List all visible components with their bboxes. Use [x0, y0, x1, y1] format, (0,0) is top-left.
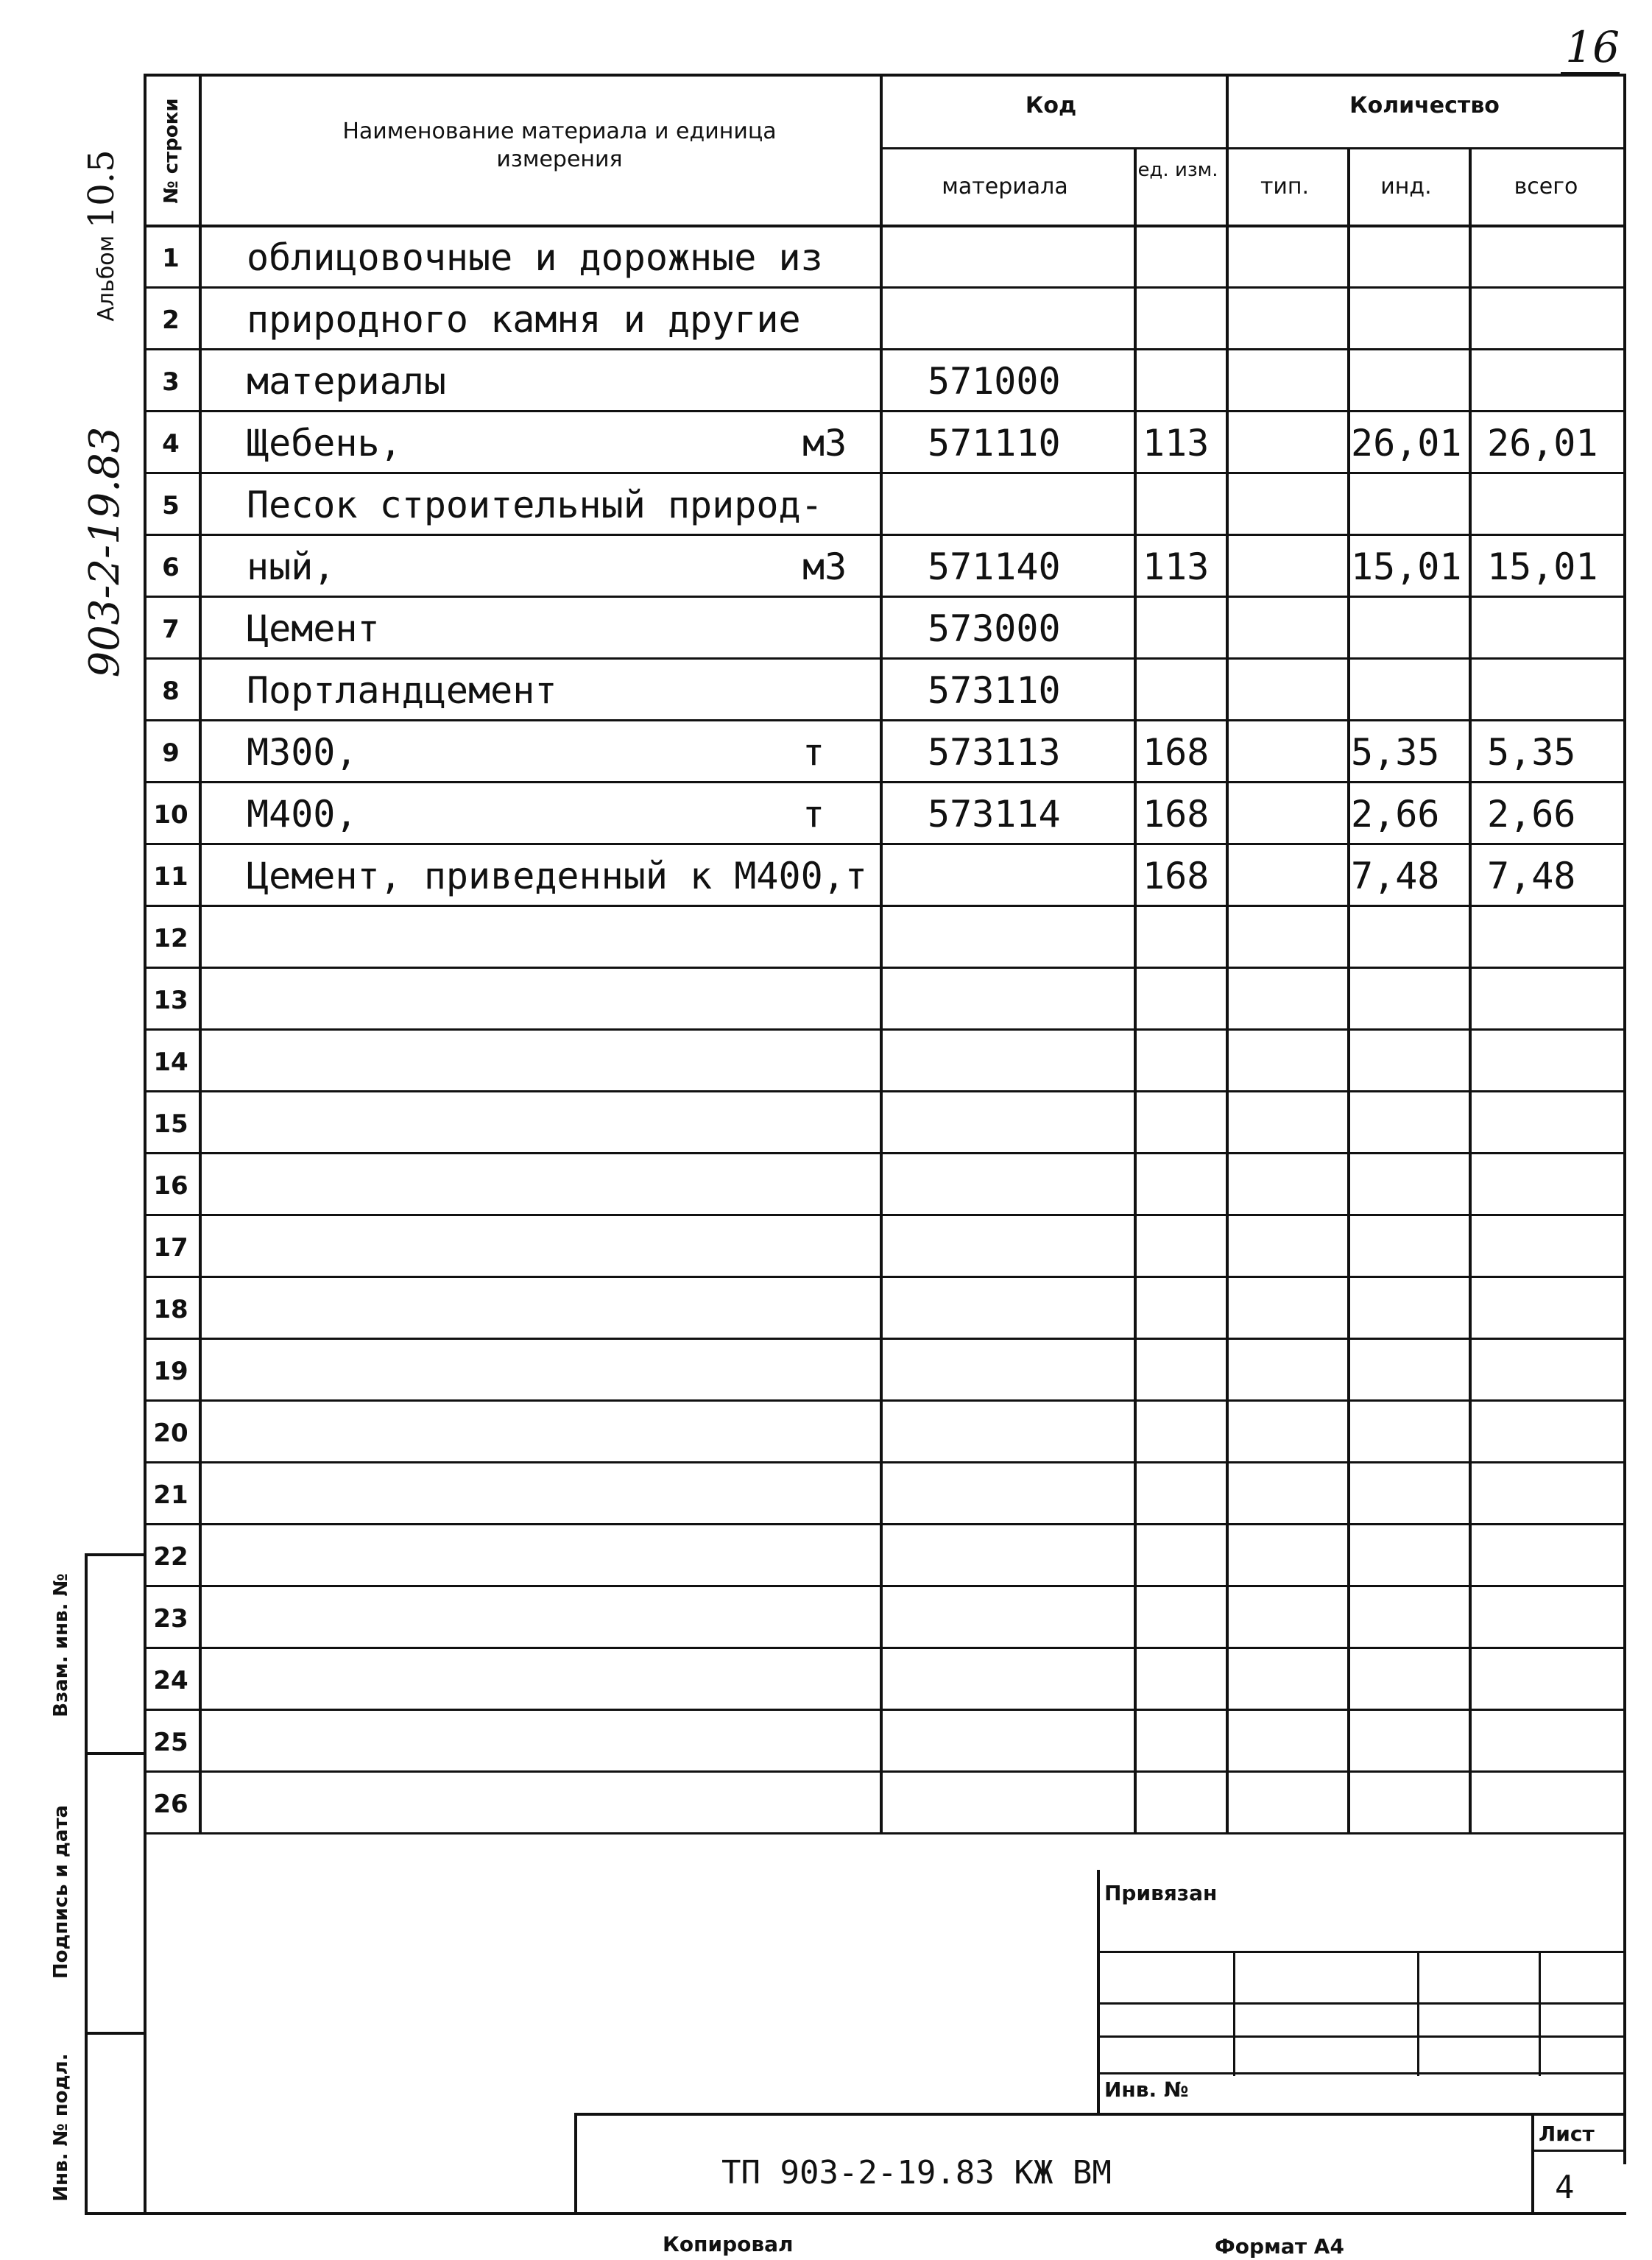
row-line: [144, 596, 1623, 598]
album-label-text: Альбом: [93, 235, 119, 322]
header-qty-typ: тип.: [1260, 174, 1310, 199]
row-cell-name: ный,: [247, 545, 336, 588]
row-number: 8: [162, 677, 180, 706]
row-line: [144, 1461, 1623, 1463]
row-number: 24: [153, 1666, 188, 1695]
column-line: [199, 74, 202, 1832]
margin-bottom: [85, 2212, 144, 2215]
row-cell-name: Песок строительный природ-: [247, 484, 823, 526]
row-cell-name: Портландцемент: [247, 669, 557, 712]
footer-format: Формат А4: [1215, 2234, 1344, 2259]
header-code-unit: ед. изм.: [1137, 159, 1218, 181]
row-line: [144, 1770, 1623, 1773]
row-line: [144, 534, 1623, 536]
header-code-material: материала: [942, 174, 1068, 199]
header-qty-total: всего: [1514, 174, 1578, 199]
row-cell-name: природного камня и другие: [247, 298, 801, 341]
frame-left-lower: [144, 1832, 147, 2212]
row-line: [144, 348, 1623, 350]
row-line: [144, 1523, 1623, 1525]
row-cell-code: 573000: [928, 607, 1061, 650]
row-number: 6: [162, 553, 180, 582]
row-line: [144, 1399, 1623, 1402]
stamp-col: [1417, 1951, 1419, 2076]
row-cell-name: облицовочные и дорожные из: [247, 236, 823, 279]
row-cell-total: 7,48: [1487, 855, 1576, 897]
title-block-top: [574, 2113, 1623, 2116]
row-number: 10: [153, 800, 188, 830]
stamp-list-no: 4: [1555, 2169, 1575, 2206]
stamp-line: [1097, 2002, 1623, 2005]
margin-divider: [85, 2032, 144, 2035]
title-block-left: [574, 2113, 577, 2212]
header-qty-group: Количество: [1349, 93, 1500, 119]
row-line: [144, 1832, 1623, 1835]
row-cell-name: материалы: [247, 360, 446, 403]
row-number: 7: [162, 615, 180, 644]
row-cell-code: 573110: [928, 669, 1061, 712]
row-number: 5: [162, 491, 180, 520]
row-line: [144, 781, 1623, 783]
row-number: 23: [153, 1604, 188, 1634]
row-line: [144, 967, 1623, 969]
row-cell-name: Цемент, приведенный к М400,т: [247, 855, 867, 897]
row-cell-code: 573114: [928, 793, 1061, 836]
row-cell-eu: 168: [1143, 793, 1210, 836]
side-vzam-inv: Взам. инв. №: [50, 1573, 72, 1717]
header-row-no: № строки: [160, 98, 183, 204]
row-line: [144, 657, 1623, 660]
header-code-group: Код: [1025, 93, 1077, 119]
row-cell-name: Цемент: [247, 607, 380, 650]
row-cell-code: 571110: [928, 422, 1061, 465]
row-cell-ind: 5,35: [1351, 731, 1440, 774]
row-cell-eu: 113: [1143, 545, 1210, 588]
row-cell-code: 571140: [928, 545, 1061, 588]
column-line: [880, 74, 883, 1832]
table-right-border: [1623, 74, 1626, 2164]
header-bottom-line: [144, 225, 1623, 227]
row-line: [144, 1214, 1623, 1216]
row-line: [144, 1152, 1623, 1154]
row-number: 3: [162, 367, 180, 397]
stamp-list-label: Лист: [1539, 2122, 1595, 2146]
stamp-line: [1097, 1951, 1623, 1953]
row-number: 15: [153, 1109, 188, 1139]
stamp-doc-code: ТП 903-2-19.83 КЖ ВМ: [721, 2154, 1112, 2192]
row-number: 4: [162, 429, 180, 459]
row-line: [144, 1709, 1623, 1711]
margin-strip-left: [85, 1553, 88, 2212]
row-number: 18: [153, 1295, 188, 1324]
row-number: 22: [153, 1542, 188, 1572]
row-cell-code: 571000: [928, 360, 1061, 403]
side-inv-podl: Инв. № подл.: [50, 2053, 72, 2202]
title-block-divider: [1531, 2113, 1534, 2212]
row-cell-ind: 26,01: [1351, 422, 1462, 465]
table-top-border: [144, 74, 1626, 77]
stamp-col: [1233, 1951, 1235, 2076]
row-cell-total: 2,66: [1487, 793, 1576, 836]
header-qty-ind: инд.: [1380, 174, 1432, 199]
row-cell-unit: т: [802, 793, 825, 836]
list-label-line: [1531, 2150, 1623, 2152]
margin-top: [85, 1553, 144, 1556]
row-number: 9: [162, 738, 180, 768]
row-line: [144, 1090, 1623, 1092]
album-code: 903-2-19.83: [81, 426, 129, 678]
row-cell-name: М400,: [247, 793, 358, 836]
stamp-col: [1539, 1951, 1541, 2076]
row-number: 2: [162, 306, 180, 335]
row-cell-eu: 168: [1143, 855, 1210, 897]
row-number: 11: [153, 862, 188, 891]
row-number: 26: [153, 1790, 188, 1819]
header-name: Наименование материала и единица измерения: [342, 119, 777, 172]
album-label: [81, 125, 122, 346]
row-cell-total: 15,01: [1487, 545, 1598, 588]
stamp-line: [1097, 2035, 1623, 2038]
row-line: [144, 472, 1623, 474]
row-cell-ind: 15,01: [1351, 545, 1462, 588]
row-number: 19: [153, 1357, 188, 1386]
row-cell-name: М300,: [247, 731, 358, 774]
footer-copy: Копировал: [663, 2232, 794, 2256]
row-number: 21: [153, 1480, 188, 1510]
header-mid-line-qty: [1226, 147, 1623, 149]
column-line: [1226, 74, 1229, 1832]
stamp-privyazan: Привязан: [1104, 1881, 1218, 1905]
row-number: 13: [153, 986, 188, 1015]
row-cell-unit: м3: [802, 422, 847, 465]
album-number: 10.5: [81, 149, 122, 229]
frame-bottom: [144, 2212, 1626, 2215]
stamp-inv-no: Инв. №: [1104, 2077, 1189, 2102]
row-cell-eu: 113: [1143, 422, 1210, 465]
row-cell-total: 26,01: [1487, 422, 1598, 465]
row-number: 17: [153, 1233, 188, 1263]
row-number: 12: [153, 924, 188, 953]
row-cell-total: 5,35: [1487, 731, 1576, 774]
row-line: [144, 843, 1623, 845]
row-number: 1: [162, 244, 180, 273]
row-line: [144, 286, 1623, 289]
column-line: [1347, 147, 1350, 1832]
sheet-mark: 16: [1561, 22, 1620, 75]
row-number: 16: [153, 1171, 188, 1201]
row-cell-ind: 2,66: [1351, 793, 1440, 836]
row-line: [144, 1276, 1623, 1278]
row-cell-unit: м3: [802, 545, 847, 588]
row-cell-code: 573113: [928, 731, 1061, 774]
stamp-left: [1097, 1870, 1100, 2113]
row-cell-name: Щебень,: [247, 422, 402, 465]
row-line: [144, 905, 1623, 907]
row-number: 25: [153, 1728, 188, 1757]
row-line: [144, 1028, 1623, 1031]
row-line: [144, 719, 1623, 721]
row-number: 20: [153, 1419, 188, 1448]
header-mid-line-code: [880, 147, 1226, 149]
column-line: [1469, 147, 1472, 1832]
side-podpis-data: Подпись и дата: [50, 1804, 72, 1980]
row-cell-ind: 7,48: [1351, 855, 1440, 897]
margin-divider: [85, 1752, 144, 1755]
row-line: [144, 1647, 1623, 1649]
row-line: [144, 1338, 1623, 1340]
column-line: [1134, 147, 1137, 1832]
row-line: [144, 410, 1623, 412]
row-line: [144, 1585, 1623, 1587]
row-cell-unit: т: [802, 731, 825, 774]
row-number: 14: [153, 1048, 188, 1077]
stamp-line: [1097, 2072, 1623, 2074]
row-cell-eu: 168: [1143, 731, 1210, 774]
